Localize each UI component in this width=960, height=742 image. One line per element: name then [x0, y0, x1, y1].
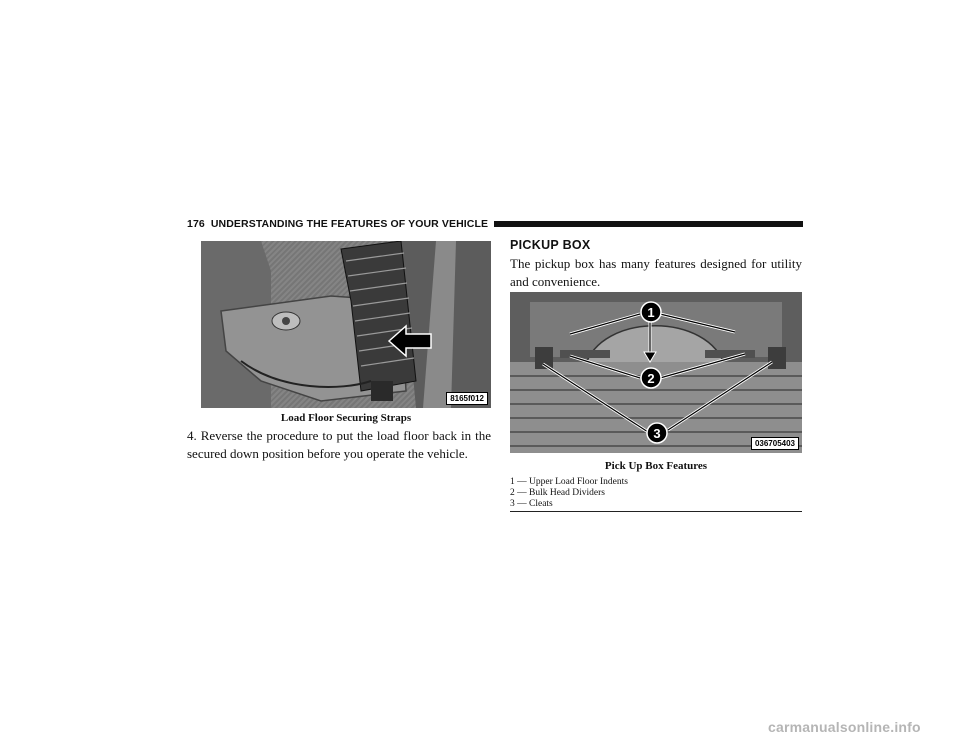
- callout-2-label: 2: [647, 371, 655, 386]
- legend-item: 3 — Cleats: [510, 499, 553, 509]
- load-floor-illustration: [201, 241, 491, 408]
- legend-item: 1 — Upper Load Floor Indents: [510, 477, 628, 487]
- figure-legend: [510, 477, 802, 512]
- section-heading-pickup-box: PICKUP BOX: [510, 238, 591, 252]
- image-code-label: 8165f012: [446, 392, 488, 405]
- pickup-box-photo: [510, 292, 802, 453]
- legend-item: 2 — Bulk Head Dividers: [510, 488, 605, 498]
- site-watermark: carmanualsonline.info: [768, 719, 921, 735]
- pickup-box-intro: The pickup box has many features designed for utility and convenience.: [510, 256, 802, 289]
- load-floor-straps-photo: [201, 241, 491, 408]
- step-4-paragraph: 4. Reverse the procedure to put the load floor back in the secured down position before you operate the vehicle.: [187, 428, 491, 461]
- callout-3-label: 3: [653, 426, 661, 441]
- header-rule: [494, 221, 803, 227]
- page-header-label: [187, 218, 494, 230]
- figure-caption-straps: Load Floor Securing Straps: [280, 412, 412, 424]
- page-number: 176: [187, 218, 205, 230]
- running-header: [187, 217, 803, 231]
- callout-1-label: 1: [647, 305, 655, 320]
- pickup-box-illustration: [510, 292, 802, 453]
- image-code-label: 036705403: [751, 437, 799, 450]
- figure-caption-pickup-box: Pick Up Box Features: [604, 460, 708, 472]
- section-title: UNDERSTANDING THE FEATURES OF YOUR VEHICLE: [210, 218, 489, 230]
